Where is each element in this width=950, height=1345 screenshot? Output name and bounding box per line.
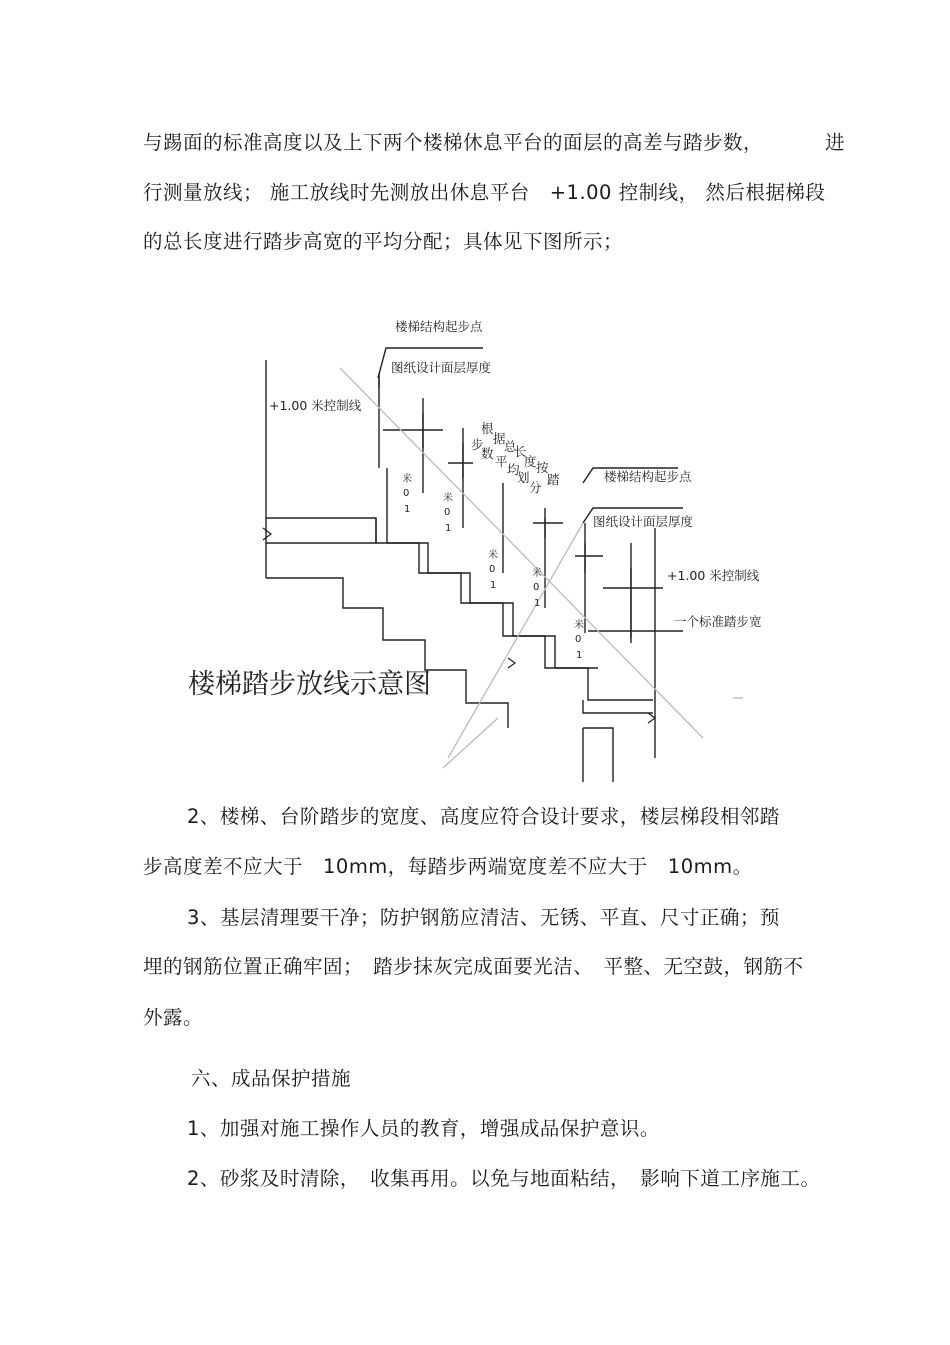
- label-control-line-right: +1.00 米控制线: [667, 568, 760, 583]
- step-mark-2-a: 米: [443, 493, 453, 504]
- stair-diagram-svg: [143, 318, 817, 782]
- label-div-char-4: 总: [504, 439, 517, 454]
- section-6-item-2: 2、砂浆及时清除， 收集再用。以免与地面粘结， 影响下道工序施工。: [187, 1167, 821, 1190]
- intro-line-1-end: 进: [825, 131, 846, 154]
- step-mark-3-c: 1: [490, 580, 497, 591]
- item-3-line-3: 外露。: [143, 1006, 204, 1029]
- step-mark-2-c: 1: [445, 523, 452, 534]
- label-div-char-1: 根: [481, 421, 494, 436]
- label-start-point-right: 楼梯结构起步点: [604, 469, 692, 484]
- step-mark-4-c: 1: [534, 598, 541, 609]
- step-mark-4-a: 米: [532, 568, 542, 579]
- label-finish-thickness-top: 图纸设计面层厚度: [391, 360, 492, 375]
- step-mark-1-a: 米: [402, 474, 412, 485]
- label-control-line-top: +1.00 米控制线: [269, 398, 362, 413]
- label-finish-thickness-right: 图纸设计面层厚度: [593, 514, 694, 529]
- label-div-char-5: 数: [481, 446, 494, 461]
- step-mark-5-a: 米: [574, 620, 584, 631]
- label-div-char-13: 分: [529, 480, 542, 495]
- intro-line-3: 的总长度进行踏步高宽的平均分配；具体见下图所示；: [143, 230, 624, 253]
- label-div-char-10: 按: [536, 460, 549, 475]
- label-div-char-3: 步: [471, 437, 484, 452]
- label-div-char-2: 据: [493, 431, 506, 446]
- label-div-char-8: 度: [524, 454, 537, 469]
- step-mark-3-b: 0: [489, 564, 496, 575]
- intro-line-2: 行测量放线； 施工放线时先测放出休息平台 +1.00 控制线， 然后根据梯段: [143, 181, 826, 204]
- label-div-char-11: 划: [517, 470, 530, 485]
- item-2-line-1: 2、楼梯、台阶踏步的宽度、高度应符合设计要求，楼层梯段相邻踏: [187, 805, 780, 828]
- label-standard-step: 一个标准踏步宽: [674, 614, 762, 629]
- figure-title: 楼梯踏步放线示意图: [188, 669, 431, 700]
- step-mark-4-b: 0: [533, 582, 540, 593]
- item-3-line-2: 埋的钢筋位置正确牢固； 踏步抹灰完成面要光洁、 平整、无空鼓，钢筋不: [143, 955, 804, 978]
- label-div-char-7: 平: [495, 454, 508, 469]
- step-mark-2-b: 0: [444, 507, 451, 518]
- label-div-char-12: 踏: [547, 472, 560, 487]
- step-mark-5-b: 0: [575, 634, 582, 645]
- step-mark-1-c: 1: [404, 504, 411, 515]
- item-2-line-2: 步高度差不应大于 10mm，每踏步两端宽度差不应大于 10mm。: [143, 855, 753, 878]
- intro-line-1: 与踢面的标准高度以及上下两个楼梯休息平台的面层的高差与踏步数，: [143, 131, 764, 154]
- step-mark-5-c: 1: [576, 650, 583, 661]
- item-3-line-1: 3、基层清理要干净；防护钢筋应清洁、无锈、平直、尺寸正确；预: [187, 906, 780, 929]
- label-div-char-9: 均: [507, 462, 520, 477]
- label-start-point-top: 楼梯结构起步点: [395, 319, 483, 334]
- step-mark-3-a: 米: [488, 550, 498, 561]
- stair-layout-diagram: [143, 318, 817, 782]
- label-div-char-6: 长: [514, 444, 527, 459]
- section-6-item-1: 1、加强对施工操作人员的教育，增强成品保护意识。: [187, 1117, 660, 1140]
- section-6-heading: 六、成品保护措施: [191, 1067, 352, 1090]
- step-mark-1-b: 0: [403, 488, 410, 499]
